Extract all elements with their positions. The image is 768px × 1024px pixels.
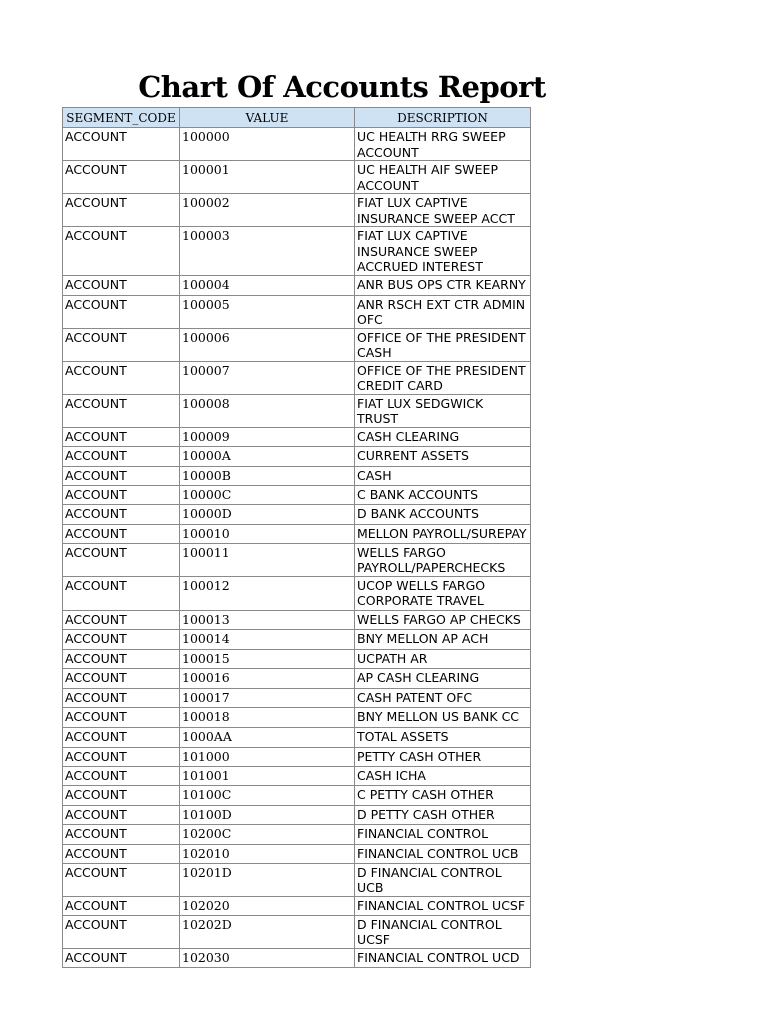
segment-code-cell: ACCOUNT [63,785,180,805]
segment-code-cell: ACCOUNT [63,688,180,707]
table-row [63,747,531,766]
table-row [63,295,531,328]
description-cell: C BANK ACCOUNTS [355,485,531,504]
description-cell: FIAT LUX CAPTIVE INSURANCE SWEEP ACCRUED INTEREST [355,227,531,276]
description-cell: D PETTY CASH OTHER [355,805,531,824]
value-cell: 100017 [180,688,355,707]
value-cell: 100011 [180,543,355,576]
description-cell: FIAT LUX CAPTIVE INSURANCE SWEEP ACCT [355,194,531,227]
segment-code-cell: ACCOUNT [63,629,180,649]
table-row [63,275,531,295]
segment-code-cell: ACCOUNT [63,543,180,576]
segment-code-cell: ACCOUNT [63,649,180,668]
table-row [63,524,531,543]
value-cell: 100014 [180,629,355,649]
value-cell: 100007 [180,361,355,394]
value-cell: 100012 [180,576,355,610]
table-row [63,805,531,824]
description-cell: CASH ICHA [355,766,531,785]
value-cell: 100000 [180,128,355,161]
description-cell: FINANCIAL CONTROL [355,824,531,844]
segment-code-cell: ACCOUNT [63,747,180,766]
table-row [63,727,531,747]
value-cell: 102020 [180,896,355,915]
description-cell: D BANK ACCOUNTS [355,504,531,524]
description-cell: ANR RSCH EXT CTR ADMIN OFC [355,295,531,328]
description-cell: CASH CLEARING [355,427,531,446]
description-cell: FINANCIAL CONTROL UCB [355,844,531,863]
segment-code-cell: ACCOUNT [63,524,180,543]
description-cell: FINANCIAL CONTROL UCD [355,948,531,967]
value-cell: 102010 [180,844,355,863]
value-cell: 10100C [180,785,355,805]
segment-code-cell: ACCOUNT [63,361,180,394]
table-row [63,576,531,610]
table-body [63,128,531,968]
table-row [63,128,531,161]
report-title: Chart Of Accounts Report [138,70,546,104]
value-cell: 100016 [180,668,355,688]
segment-code-cell: ACCOUNT [63,915,180,948]
segment-code-cell: ACCOUNT [63,295,180,328]
table-row [63,707,531,727]
table-row [63,328,531,361]
accounts-table [62,107,531,968]
value-cell: 101001 [180,766,355,785]
table-row [63,863,531,896]
description-cell: OFFICE OF THE PRESIDENT CREDIT CARD [355,361,531,394]
table-row [63,688,531,707]
table-row [63,466,531,485]
segment-code-cell: ACCOUNT [63,707,180,727]
value-cell: 100010 [180,524,355,543]
description-cell: FINANCIAL CONTROL UCSF [355,896,531,915]
table-row [63,915,531,948]
value-cell: 102030 [180,948,355,967]
description-cell: BNY MELLON US BANK CC [355,707,531,727]
description-cell: UC HEALTH AIF SWEEP ACCOUNT [355,161,531,194]
segment-code-cell: ACCOUNT [63,446,180,466]
value-cell: 100008 [180,394,355,427]
description-cell: PETTY CASH OTHER [355,747,531,766]
description-cell: CASH PATENT OFC [355,688,531,707]
description-cell: BNY MELLON AP ACH [355,629,531,649]
value-cell: 100004 [180,275,355,295]
description-cell: AP CASH CLEARING [355,668,531,688]
description-cell: D FINANCIAL CONTROL UCSF [355,915,531,948]
segment-code-cell: ACCOUNT [63,328,180,361]
table-row [63,446,531,466]
description-cell: WELLS FARGO AP CHECKS [355,610,531,629]
segment-code-cell: ACCOUNT [63,466,180,485]
table-row [63,668,531,688]
description-cell: CASH [355,466,531,485]
segment-code-cell: ACCOUNT [63,844,180,863]
description-cell: FIAT LUX SEDGWICK TRUST [355,394,531,427]
segment-code-cell: ACCOUNT [63,805,180,824]
segment-code-cell: ACCOUNT [63,896,180,915]
value-cell: 100015 [180,649,355,668]
description-cell: C PETTY CASH OTHER [355,785,531,805]
description-cell: UCOP WELLS FARGO CORPORATE TRAVEL [355,576,531,610]
segment-code-cell: ACCOUNT [63,727,180,747]
table-row [63,427,531,446]
table-row [63,610,531,629]
description-cell: CURRENT ASSETS [355,446,531,466]
table-row [63,948,531,967]
description-cell: UCPATH AR [355,649,531,668]
value-cell: 10000D [180,504,355,524]
table-row [63,485,531,504]
segment-code-cell: ACCOUNT [63,427,180,446]
table-row [63,194,531,227]
description-cell: D FINANCIAL CONTROL UCB [355,863,531,896]
segment-code-cell: ACCOUNT [63,227,180,276]
value-cell: 10201D [180,863,355,896]
value-cell: 100005 [180,295,355,328]
table-row [63,844,531,863]
value-cell: 1000AA [180,727,355,747]
segment-code-cell: ACCOUNT [63,194,180,227]
value-cell: 10200C [180,824,355,844]
value-cell: 10000A [180,446,355,466]
description-cell: WELLS FARGO PAYROLL/PAPERCHECKS [355,543,531,576]
description-cell: MELLON PAYROLL/SUREPAY [355,524,531,543]
segment-code-cell: ACCOUNT [63,668,180,688]
table-row [63,361,531,394]
segment-code-cell: ACCOUNT [63,128,180,161]
value-cell: 10100D [180,805,355,824]
table-row [63,896,531,915]
value-cell: 100009 [180,427,355,446]
table-row [63,824,531,844]
value-cell: 100013 [180,610,355,629]
column-header-description: DESCRIPTION [355,108,531,128]
table-row [63,543,531,576]
segment-code-cell: ACCOUNT [63,766,180,785]
value-cell: 10202D [180,915,355,948]
value-cell: 101000 [180,747,355,766]
segment-code-cell: ACCOUNT [63,576,180,610]
value-cell: 10000C [180,485,355,504]
value-cell: 100002 [180,194,355,227]
table-row [63,629,531,649]
value-cell: 100006 [180,328,355,361]
value-cell: 100018 [180,707,355,727]
value-cell: 100001 [180,161,355,194]
description-cell: ANR BUS OPS CTR KEARNY [355,275,531,295]
segment-code-cell: ACCOUNT [63,504,180,524]
segment-code-cell: ACCOUNT [63,161,180,194]
segment-code-cell: ACCOUNT [63,948,180,967]
value-cell: 100003 [180,227,355,276]
table-row [63,161,531,194]
segment-code-cell: ACCOUNT [63,275,180,295]
table-row [63,649,531,668]
table-row [63,227,531,276]
table-row [63,766,531,785]
table-row [63,394,531,427]
column-header-segment-code: SEGMENT_CODE [63,108,180,128]
description-cell: UC HEALTH RRG SWEEP ACCOUNT [355,128,531,161]
table-row [63,785,531,805]
segment-code-cell: ACCOUNT [63,485,180,504]
description-cell: OFFICE OF THE PRESIDENT CASH [355,328,531,361]
description-cell: TOTAL ASSETS [355,727,531,747]
segment-code-cell: ACCOUNT [63,394,180,427]
table-header-row [63,108,531,128]
segment-code-cell: ACCOUNT [63,610,180,629]
column-header-value: VALUE [180,108,355,128]
segment-code-cell: ACCOUNT [63,863,180,896]
table-row [63,504,531,524]
value-cell: 10000B [180,466,355,485]
segment-code-cell: ACCOUNT [63,824,180,844]
